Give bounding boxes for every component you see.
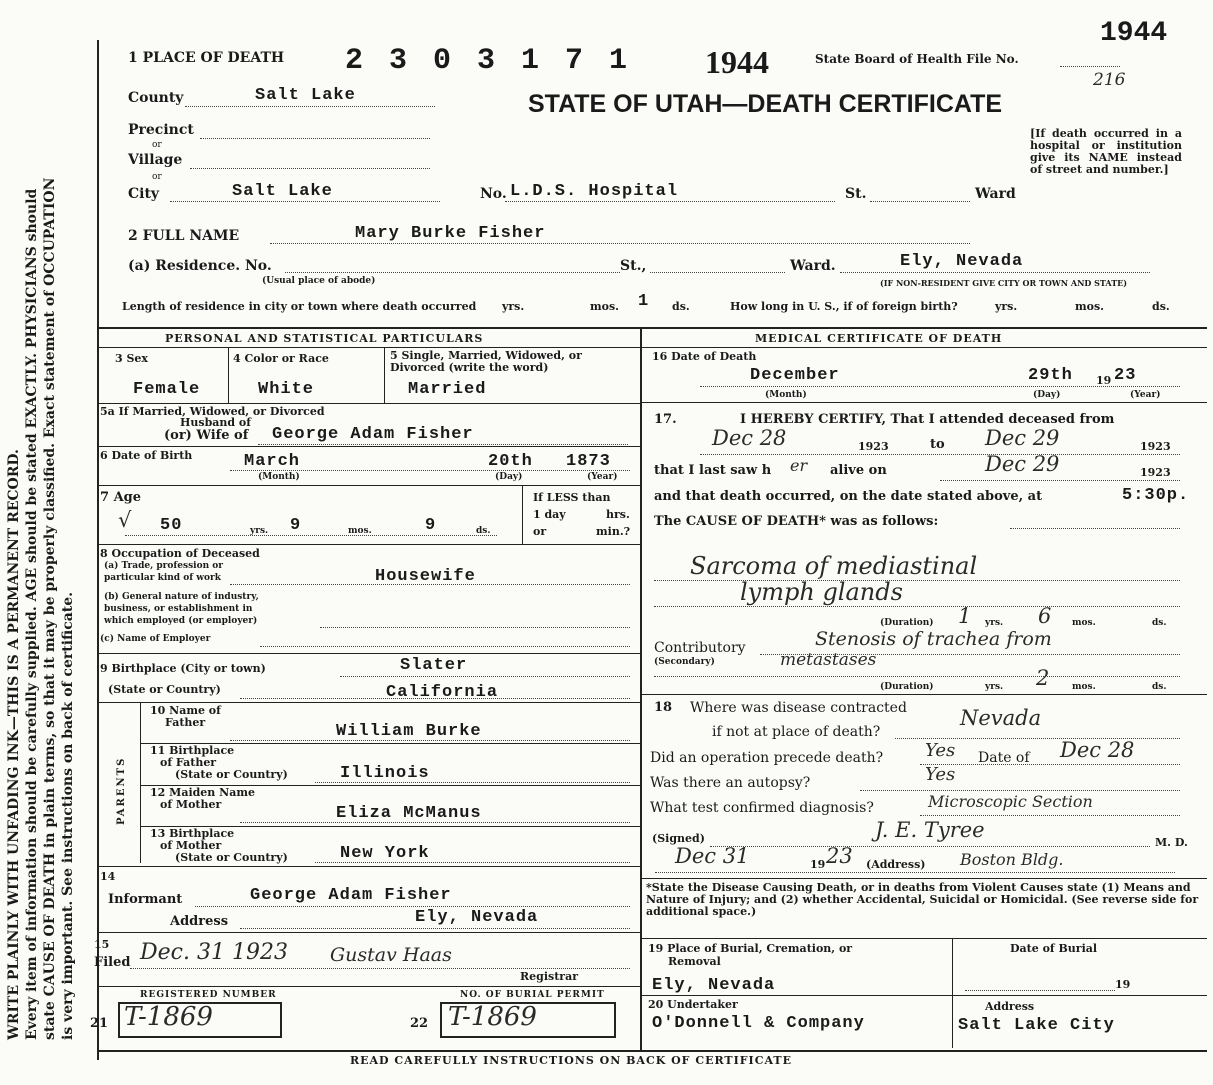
burial-label-1: 19 Place of Burial, Cremation, or — [648, 942, 853, 955]
length-ds: ds. — [672, 300, 690, 313]
mother-birth-label-1: 13 Birthplace — [150, 827, 235, 840]
age-check: √ — [118, 508, 132, 532]
cause-footnote: *State the Disease Causing Death, or in deaths from Violent Causes state (1) Means and Nature of Injury; and (2) whether Accidental, Suicidal or Homicidal. (See reverse side for additional space.) — [646, 881, 1199, 918]
sidebar-instructions-2: Every item of information should be carefully supplied. AGE should be stated EXACTLY. PHYSICIANS should — [24, 188, 40, 1040]
undertaker-address-label: Address — [985, 1000, 1035, 1013]
sidebar-instructions-4: is very important. See instructions on back of certificate. — [60, 591, 76, 1040]
burial-permit-num: 22 — [410, 1016, 429, 1031]
age-yrs-cap: yrs. — [250, 526, 269, 536]
registered-number-num: 21 — [90, 1016, 109, 1031]
filed-signature: Gustav Haas — [330, 944, 452, 966]
age-mos-cap: mos. — [348, 526, 372, 536]
alive-on-year: 1923 — [1140, 466, 1171, 479]
mid-divider — [97, 327, 1207, 329]
registered-number-label: REGISTERED NUMBER — [140, 990, 277, 1000]
secondary-label: (Secondary) — [654, 657, 715, 667]
dob-day-cap: (Day) — [495, 472, 523, 482]
occupation-b-3: which employed (or employer) — [104, 616, 258, 626]
stamped-year: 1944 — [705, 44, 769, 80]
personal-heading: PERSONAL AND STATISTICAL PARTICULARS — [165, 332, 484, 345]
us-yrs: yrs. — [995, 300, 1018, 313]
cause-line-1: Sarcoma of mediastinal — [690, 552, 978, 580]
test-value: Microscopic Section — [928, 792, 1093, 811]
spouse-label-3: (or) Wife of — [164, 428, 249, 443]
death-time: 5:30p. — [1122, 486, 1190, 505]
nonresident-note: (IF NON-RESIDENT GIVE CITY OR TOWN AND STATE) — [880, 278, 1128, 288]
occupation-c: (c) Name of Employer — [100, 634, 211, 644]
alive-on-label: alive on — [830, 463, 887, 478]
occupation-b-2: business, or establishment in — [104, 604, 253, 614]
age-months: 9 — [290, 516, 302, 535]
or-1: or — [152, 140, 162, 150]
death-year-prefix: 19 — [1096, 374, 1112, 387]
sign-year-prefix: 19 — [810, 858, 826, 871]
length-yrs: yrs. — [502, 300, 525, 313]
attended-to: Dec 29 — [985, 426, 1060, 450]
informant-number: 14 — [100, 870, 116, 883]
residence-label: (a) Residence. No. — [128, 258, 272, 274]
sign-date: Dec 31 — [675, 844, 750, 868]
age-ds-cap: ds. — [476, 526, 491, 536]
filed-number: 15 — [94, 938, 110, 951]
contributory-label: Contributory — [654, 640, 746, 656]
hospital-note: [If death occurred in a hospital or institution give its NAME instead of street and number.] — [1030, 127, 1182, 176]
file-no-value: 216 — [1093, 70, 1126, 90]
last-saw-pronoun: er — [790, 456, 808, 475]
death-month: December — [750, 366, 840, 385]
signed-label: (Signed) — [652, 832, 705, 845]
duration-1-yrs-cap: yrs. — [985, 618, 1004, 628]
autopsy-label: Was there an autopsy? — [650, 775, 811, 791]
father-value: William Burke — [336, 722, 482, 741]
medical-heading: MEDICAL CERTIFICATE OF DEATH — [755, 332, 1003, 345]
dob-day: 20th — [488, 452, 533, 471]
sex-value: Female — [133, 380, 201, 399]
operation-label: Did an operation precede death? — [650, 750, 884, 766]
dob-month: March — [244, 452, 301, 471]
father-birth-value: Illinois — [340, 764, 430, 783]
st-label: St. — [845, 186, 867, 202]
dob-year: 1873 — [566, 452, 611, 471]
residence-st-label: St., — [620, 258, 647, 274]
duration-1-label: (Duration) — [880, 618, 934, 628]
hrs-label: hrs. — [606, 508, 630, 521]
street-no-label: No. — [480, 186, 507, 202]
mother-label-1: 12 Maiden Name — [150, 786, 255, 799]
informant-address: Ely, Nevada — [415, 908, 539, 927]
residence-sub: (Usual place of abode) — [262, 276, 376, 286]
duration-1-mos-cap: mos. — [1072, 618, 1096, 628]
occupation-label: 8 Occupation of Deceased — [100, 547, 260, 560]
mother-value: Eliza McManus — [336, 804, 482, 823]
md-label: M. D. — [1155, 836, 1188, 849]
informant-label: Informant — [108, 892, 183, 907]
us-mos: mos. — [1075, 300, 1104, 313]
length-residence-label: Length of residence in city or town where death occurred — [122, 300, 477, 313]
precinct-label: Precinct — [128, 122, 194, 138]
mother-label-2: of Mother — [160, 798, 222, 811]
duration-2-yrs-cap: yrs. — [985, 682, 1004, 692]
operation-date: Dec 28 — [1060, 738, 1135, 762]
sign-year: 23 — [826, 844, 853, 868]
duration-2-label: (Duration) — [880, 682, 934, 692]
operation-date-label: Date of — [978, 750, 1030, 766]
last-saw-label: that I last saw h — [654, 463, 772, 478]
burial-place: Ely, Nevada — [652, 976, 776, 995]
marital-value: Married — [408, 380, 487, 399]
color-value: White — [258, 380, 315, 399]
residence-ward-label: Ward. — [790, 258, 836, 274]
sex-label: 3 Sex — [115, 352, 148, 365]
burial-permit-value: T-1869 — [448, 1002, 537, 1032]
burial-permit-label: NO. OF BURIAL PERMIT — [460, 990, 605, 1000]
full-name-label: 2 FULL NAME — [128, 228, 240, 244]
physician-address: Boston Bldg. — [960, 850, 1064, 869]
dob-year-cap: (Year) — [587, 472, 618, 482]
burial-year-prefix: 19 — [1115, 978, 1131, 991]
full-name-value: Mary Burke Fisher — [355, 224, 546, 243]
attended-from: Dec 28 — [712, 426, 787, 450]
informant-address-label: Address — [170, 914, 229, 929]
occupation-value: Housewife — [375, 567, 476, 586]
death-occurred-label: and that death occurred, on the date stated above, at — [654, 489, 1043, 504]
bottom-rule — [97, 1050, 1207, 1052]
spouse-value: George Adam Fisher — [272, 425, 474, 444]
birthplace-state-label: (State or Country) — [108, 683, 221, 696]
undertaker-address: Salt Lake City — [958, 1016, 1115, 1035]
sidebar-instructions-1: WRITE PLAINLY WITH UNFADING INK—THIS IS A PERMANENT RECORD. — [6, 449, 22, 1040]
file-no-label: State Board of Health File No. — [815, 52, 1019, 66]
us-ds: ds. — [1152, 300, 1170, 313]
burial-label-2: Removal — [668, 955, 721, 968]
county-value: Salt Lake — [255, 86, 356, 105]
less-than-label: If LESS than — [533, 491, 611, 504]
or-label: or — [533, 525, 547, 538]
physician-address-label: (Address) — [866, 858, 926, 871]
burial-date-label: Date of Burial — [1010, 942, 1098, 955]
one-day-label: 1 day — [533, 508, 566, 521]
duration-2-mos-cap: mos. — [1072, 682, 1096, 692]
cause-line-2: lymph glands — [740, 578, 903, 606]
contracted-number: 18 — [654, 700, 673, 715]
attended-to-year: 1923 — [1140, 440, 1171, 453]
father-label-1: 10 Name of — [150, 704, 221, 717]
or-2: or — [152, 172, 162, 182]
death-day-cap: (Day) — [1033, 390, 1061, 400]
death-month-cap: (Month) — [765, 390, 807, 400]
marital-label: 5 Single, Married, Widowed, or Divorced (write the word) — [390, 349, 582, 374]
certificate-number: 2 3 0 3 1 7 1 — [345, 44, 632, 78]
duration-1-months: 6 — [1038, 604, 1052, 628]
left-border — [97, 40, 99, 1060]
filed-date: Dec. 31 1923 — [140, 940, 288, 965]
occupation-b-1: (b) General nature of industry, — [104, 592, 259, 602]
ward-label: Ward — [975, 186, 1016, 202]
father-label-2: Father — [165, 716, 206, 729]
physician-signature: J. E. Tyree — [875, 818, 985, 842]
age-days: 9 — [425, 516, 437, 535]
certify-text: I HEREBY CERTIFY, That I attended deceased from — [740, 412, 1115, 427]
residence-value: Ely, Nevada — [900, 252, 1024, 271]
column-divider — [640, 327, 642, 1052]
age-years: 50 — [160, 516, 183, 535]
footer-instructions: READ CAREFULLY INSTRUCTIONS ON BACK OF CERTIFICATE — [350, 1054, 792, 1067]
certify-number: 17. — [654, 412, 677, 427]
occupation-a-1: (a) Trade, profession or — [104, 561, 223, 571]
father-birth-label-2: of Father — [160, 756, 217, 769]
test-label: What test confirmed diagnosis? — [650, 800, 874, 816]
father-birth-label-3: (State or Country) — [175, 768, 288, 781]
death-year: 23 — [1114, 366, 1137, 385]
age-label: 7 Age — [100, 490, 142, 505]
dob-month-cap: (Month) — [258, 472, 300, 482]
parents-label: PARENTS — [116, 756, 127, 825]
registered-number-value: T-1869 — [124, 1002, 213, 1032]
mother-birth-label-2: of Mother — [160, 839, 222, 852]
duration-2-months: 2 — [1036, 666, 1050, 690]
sidebar-instructions-3: state CAUSE OF DEATH in plain terms, so that it may be properly classified. Exact statement of OCCUPATION — [42, 177, 58, 1040]
undertaker-value: O'Donnell & Company — [652, 1014, 865, 1033]
county-label: County — [128, 90, 184, 106]
father-birth-label-1: 11 Birthplace — [150, 744, 235, 757]
birthplace-label: 9 Birthplace (City or town) — [100, 662, 266, 675]
contributory-line-2: metastases — [780, 650, 877, 670]
hospital-value: L.D.S. Hospital — [510, 182, 679, 201]
us-length-label: How long in U. S., if of foreign birth? — [730, 300, 958, 313]
death-day: 29th — [1028, 366, 1073, 385]
birthplace-state: California — [386, 683, 499, 702]
spouse-label-1: 5a If Married, Widowed, or Divorced — [100, 405, 325, 418]
birthplace-city: Slater — [400, 656, 468, 675]
death-year-cap: (Year) — [1130, 390, 1161, 400]
mother-birth-label-3: (State or Country) — [175, 851, 288, 864]
corner-year: 1944 — [1100, 18, 1168, 49]
filed-label: Filed — [94, 955, 131, 970]
autopsy-value: Yes — [925, 764, 956, 785]
spouse-label-2: Husband of — [180, 416, 251, 429]
occupation-a-2: particular kind of work — [104, 573, 221, 583]
length-mos: mos. — [590, 300, 619, 313]
place-of-death-label: 1 PLACE OF DEATH — [128, 50, 285, 66]
to-label: to — [930, 437, 945, 452]
attended-from-year: 1923 — [858, 440, 889, 453]
duration-1-years: 1 — [958, 604, 972, 628]
mother-birth-value: New York — [340, 844, 430, 863]
city-label: City — [128, 186, 160, 202]
undertaker-label: 20 Undertaker — [648, 998, 738, 1011]
min-label: min.? — [596, 525, 631, 538]
death-date-label: 16 Date of Death — [652, 350, 757, 363]
contributory-line-1: Stenosis of trachea from — [815, 628, 1052, 650]
contracted-label-1: Where was disease contracted — [690, 700, 907, 716]
cause-label: The CAUSE OF DEATH* was as follows: — [654, 514, 939, 529]
duration-2-ds-cap: ds. — [1152, 682, 1167, 692]
registrar-label: Registrar — [520, 970, 579, 983]
informant-value: George Adam Fisher — [250, 886, 452, 905]
village-label: Village — [128, 152, 183, 168]
dob-label: 6 Date of Birth — [100, 449, 193, 462]
color-label: 4 Color or Race — [233, 352, 329, 365]
duration-1-ds-cap: ds. — [1152, 618, 1167, 628]
length-days: 1 — [638, 292, 650, 311]
certificate-title: STATE OF UTAH—DEATH CERTIFICATE — [528, 90, 1003, 118]
contracted-value: Nevada — [960, 706, 1042, 730]
contracted-label-2: if not at place of death? — [712, 724, 881, 740]
alive-on-date: Dec 29 — [985, 452, 1060, 476]
city-value: Salt Lake — [232, 182, 333, 201]
operation-value: Yes — [925, 740, 956, 761]
